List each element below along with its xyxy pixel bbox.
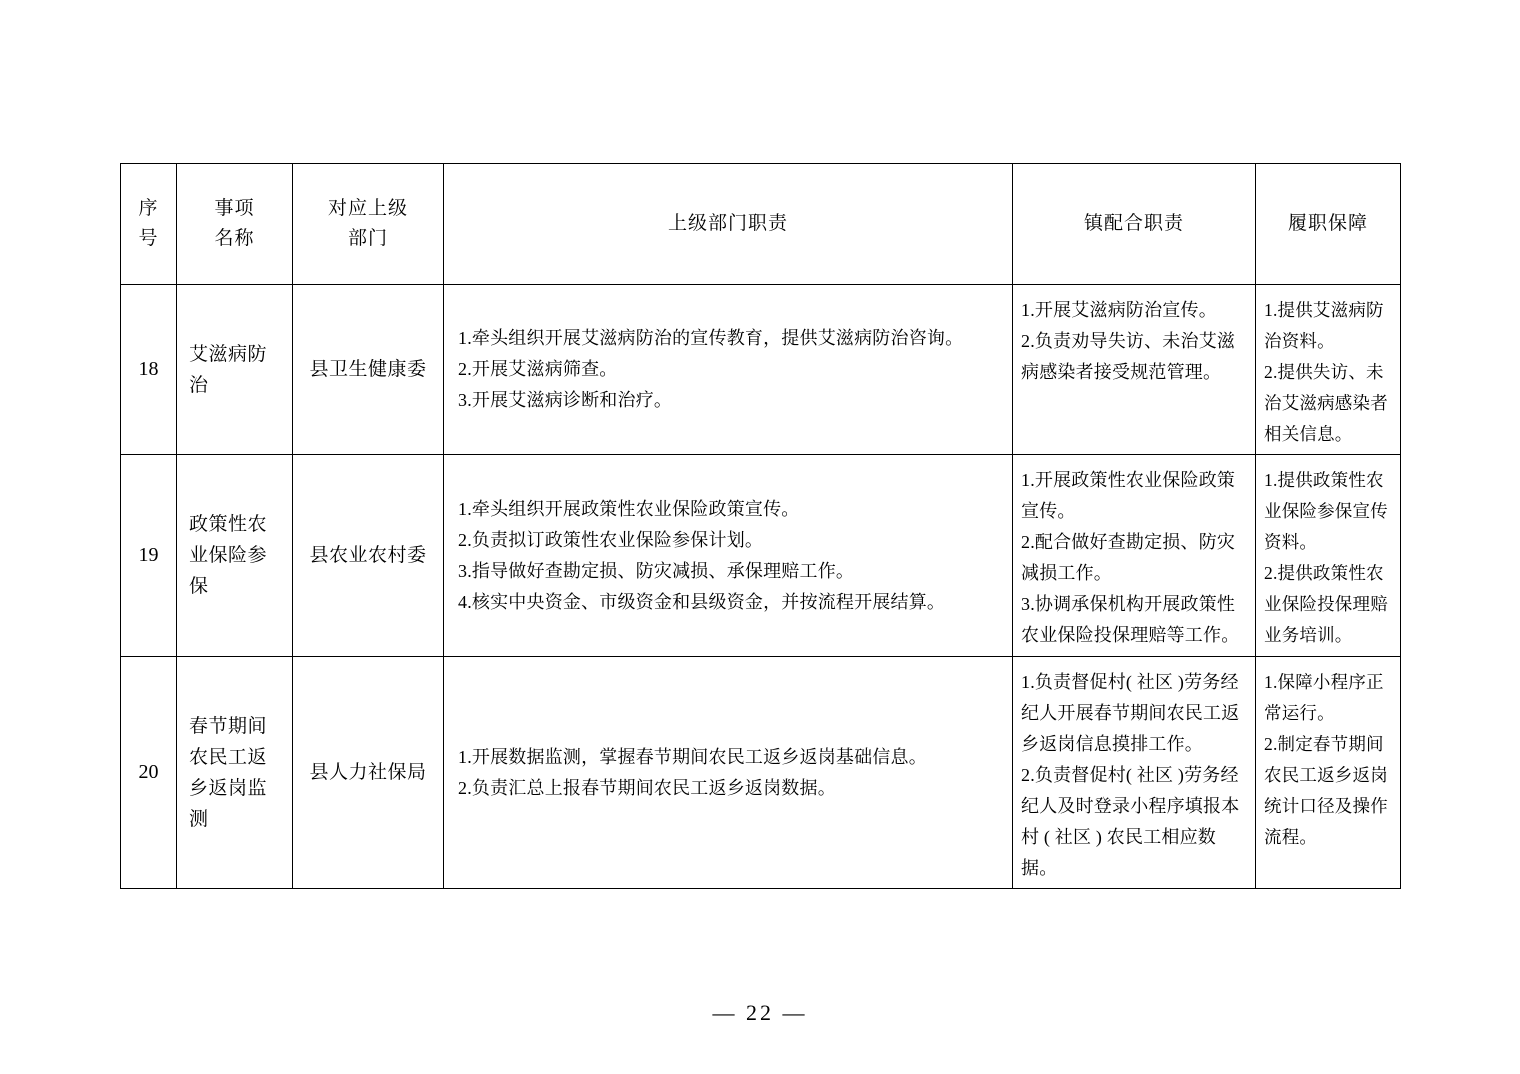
header-dept	[293, 164, 444, 285]
row-name: 春节期间农民工返乡返岗监测	[177, 657, 293, 889]
header-seq-line2: 号	[138, 228, 159, 249]
duty-line: 3.开展艾滋病诊断和治疗。	[458, 390, 673, 410]
row-town	[1013, 657, 1256, 889]
row-duty	[444, 657, 1013, 889]
row-duty	[444, 455, 1013, 657]
duty-line: 2.负责汇总上报春节期间农民工返乡返岗数据。	[458, 777, 836, 798]
row-seq: 20	[121, 657, 177, 889]
row-name: 政策性农业保险参保	[177, 455, 293, 657]
row-guarantee	[1256, 455, 1401, 657]
header-duty: 上级部门职责	[444, 164, 1013, 285]
town-line: 1.负责督促村( 社区 )劳务经纪人开展春节期间农民工返乡返岗信息摸排工作。	[1021, 672, 1240, 754]
guarantee-line: 1.提供政策性农业保险参保宣传资料。	[1264, 470, 1388, 552]
row-seq: 18	[121, 285, 177, 455]
town-line: 2.负责督促村( 社区 )劳务经纪人及时登录小程序填报本村 ( 社区 ) 农民工相应数据。	[1021, 765, 1240, 878]
guarantee-line: 2.提供政策性农业保险投保理赔业务培训。	[1264, 563, 1388, 645]
duty-line: 2.负责拟订政策性农业保险参保计划。	[458, 529, 764, 550]
header-seq-line1: 序	[138, 198, 159, 219]
duty-line: 1.牵头组织开展艾滋病防治的宣传教育，提供艾滋病防治咨询。	[458, 328, 964, 348]
header-dept-line2: 部门	[347, 228, 388, 249]
header-dept-line1: 对应上级	[327, 198, 408, 219]
row-guarantee	[1256, 657, 1401, 889]
table-row	[121, 657, 1401, 889]
guarantee-line: 2.提供失访、未治艾滋病感染者相关信息。	[1264, 362, 1388, 444]
row-duty	[444, 285, 1013, 455]
duty-line: 1.开展数据监测，掌握春节期间农民工返乡返岗基础信息。	[458, 746, 927, 767]
row-dept: 县人力社保局	[293, 657, 444, 889]
page-number: — 22 —	[712, 1000, 808, 1025]
town-line: 2.负责劝导失访、未治艾滋病感染者接受规范管理。	[1021, 331, 1236, 382]
row-dept: 县卫生健康委	[293, 285, 444, 455]
header-town: 镇配合职责	[1013, 164, 1256, 285]
guarantee-line: 2.制定春节期间农民工返乡返岗统计口径及操作流程。	[1264, 734, 1388, 847]
town-line: 1.开展政策性农业保险政策宣传。	[1021, 470, 1236, 521]
table-row	[121, 285, 1401, 455]
header-name-line2: 名称	[214, 228, 255, 249]
responsibility-table	[120, 163, 1401, 889]
duty-line: 4.核实中央资金、市级资金和县级资金，并按流程开展结算。	[458, 591, 946, 612]
duty-line: 1.牵头组织开展政策性农业保险政策宣传。	[458, 498, 800, 519]
row-name: 艾滋病防治	[177, 285, 293, 455]
header-name-line1: 事项	[214, 198, 255, 219]
row-town	[1013, 455, 1256, 657]
guarantee-line: 1.提供艾滋病防治资料。	[1264, 300, 1384, 351]
row-town	[1013, 285, 1256, 455]
row-dept: 县农业农村委	[293, 455, 444, 657]
table-row	[121, 455, 1401, 657]
town-line: 1.开展艾滋病防治宣传。	[1021, 300, 1217, 320]
row-guarantee	[1256, 285, 1401, 455]
guarantee-line: 1.保障小程序正常运行。	[1264, 672, 1384, 723]
header-name	[177, 164, 293, 285]
header-guarantee: 履职保障	[1256, 164, 1401, 285]
town-line: 2.配合做好查勘定损、防灾减损工作。	[1021, 532, 1236, 583]
duty-line: 3.指导做好查勘定损、防灾减损、承保理赔工作。	[458, 560, 855, 581]
town-line: 3.协调承保机构开展政策性农业保险投保理赔等工作。	[1021, 594, 1240, 645]
duty-line: 2.开展艾滋病筛查。	[458, 359, 618, 379]
row-seq: 19	[121, 455, 177, 657]
table-header-row	[121, 164, 1401, 285]
header-seq	[121, 164, 177, 285]
